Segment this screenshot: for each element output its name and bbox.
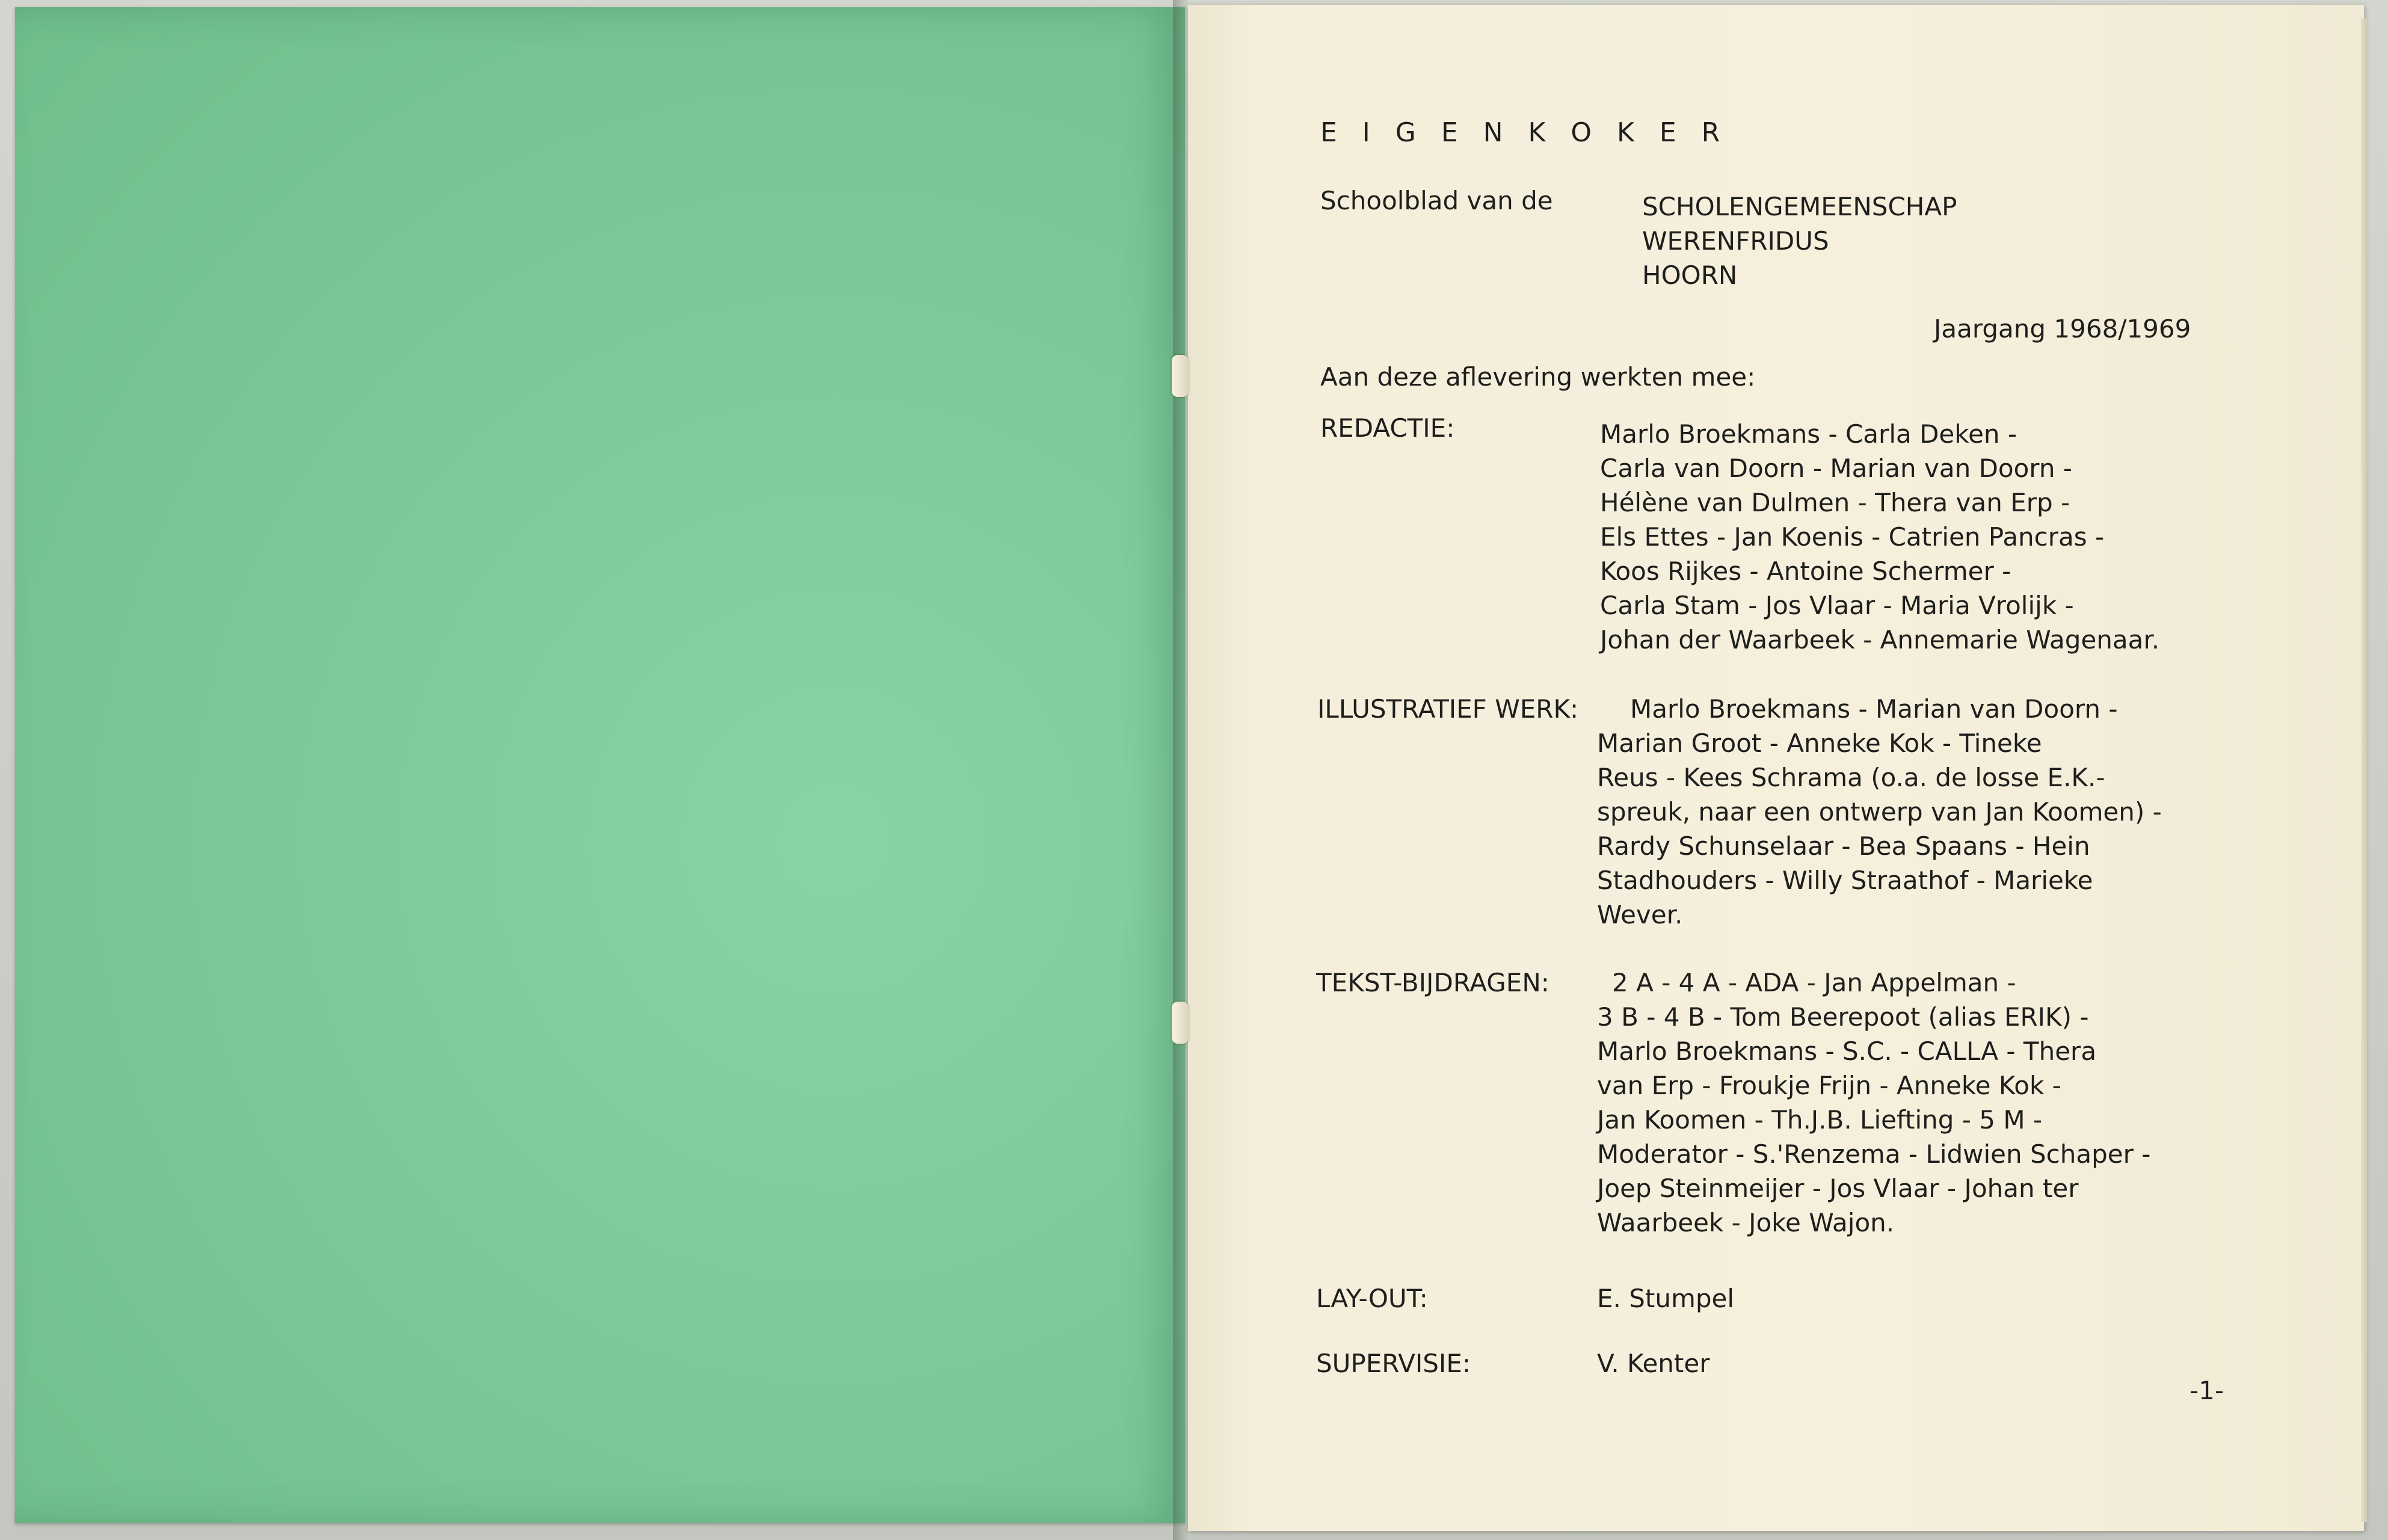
redactie-line: Marlo Broekmans - Carla Deken - [1600,419,2017,449]
illustratief-label: ILLUSTRATIEF WERK: [1317,694,1579,724]
tekst-line: Waarbeek - Joke Wajon. [1597,1208,1895,1237]
illustratief-line: Reus - Kees Schrama (o.a. de losse E.K.- [1597,763,2105,792]
tekst-label: TEKST-BIJDRAGEN: [1316,968,1549,997]
supervisie-label: SUPERVISIE: [1316,1349,1471,1378]
illustratief-line: Marian Groot - Anneke Kok - Tineke [1597,728,2042,758]
tekst-line: Joep Steinmeijer - Jos Vlaar - Johan ter [1597,1174,2079,1203]
school-line-3: HOORN [1642,260,1738,290]
tekst-first-line: 2 A - 4 A - ADA - Jan Appelman - [1612,968,2016,997]
tekst-line: Marlo Broekmans - S.C. - CALLA - Thera [1597,1036,2097,1066]
redactie-line: Carla Stam - Jos Vlaar - Maria Vrolijk - [1600,591,2074,620]
redactie-line: Hélène van Dulmen - Thera van Erp - [1600,488,2070,517]
layout-label: LAY-OUT: [1316,1284,1428,1313]
redactie-names [1600,417,2159,657]
redactie-line: Els Ettes - Jan Koenis - Catrien Pancras - [1600,522,2105,552]
illustratief-line: Rardy Schunselaar - Bea Spaans - Hein [1597,831,2090,861]
jaargang: Jaargang 1968/1969 [1934,314,2191,343]
page-number: -1- [2190,1376,2224,1405]
tekst-line: 3 B - 4 B - Tom Beerepoot (alias ERIK) - [1597,1002,2089,1032]
redactie-label: REDACTIE: [1320,413,1455,443]
supervisie-value: V. Kenter [1597,1349,1710,1378]
redactie-line: Johan der Waarbeek - Annemarie Wagenaar. [1600,625,2160,654]
illustratief-names [1597,726,2162,932]
illustratief-line: spreuk, naar een ontwerp van Jan Koomen) - [1597,797,2162,827]
illustratief-line: Stadhouders - Willy Straathof - Marieke [1597,866,2093,895]
tekst-line: Moderator - S.'Renzema - Lidwien Schaper - [1597,1139,2151,1169]
tekst-names [1597,1000,2150,1240]
redactie-line: Carla van Doorn - Marian van Doorn - [1600,454,2072,483]
illustratief-first-line: Marlo Broekmans - Marian van Doorn - [1630,694,2118,724]
layout-value: E. Stumpel [1597,1284,1735,1313]
school-name-block [1642,189,1957,292]
staple-top [1172,355,1189,397]
tekst-line: Jan Koomen - Th.J.B. Liefting - 5 M - [1597,1105,2043,1135]
school-line-1: SCHOLENGEMEENSCHAP [1642,192,1957,221]
green-cover-page [15,7,1185,1523]
tekst-line: van Erp - Froukje Frijn - Anneke Kok - [1597,1071,2061,1100]
subtitle-label: Schoolblad van de [1320,186,1553,215]
intro-text: Aan deze aflevering werkten mee: [1320,362,1756,392]
redactie-line: Koos Rijkes - Antoine Schermer - [1600,556,2011,586]
school-line-2: WERENFRIDUS [1642,226,1829,256]
illustratief-line: Wever. [1597,900,1683,929]
page-edge [2361,18,2367,1522]
staple-bottom [1172,1002,1189,1044]
page-title: E I G E N K O K E R [1320,117,1729,148]
